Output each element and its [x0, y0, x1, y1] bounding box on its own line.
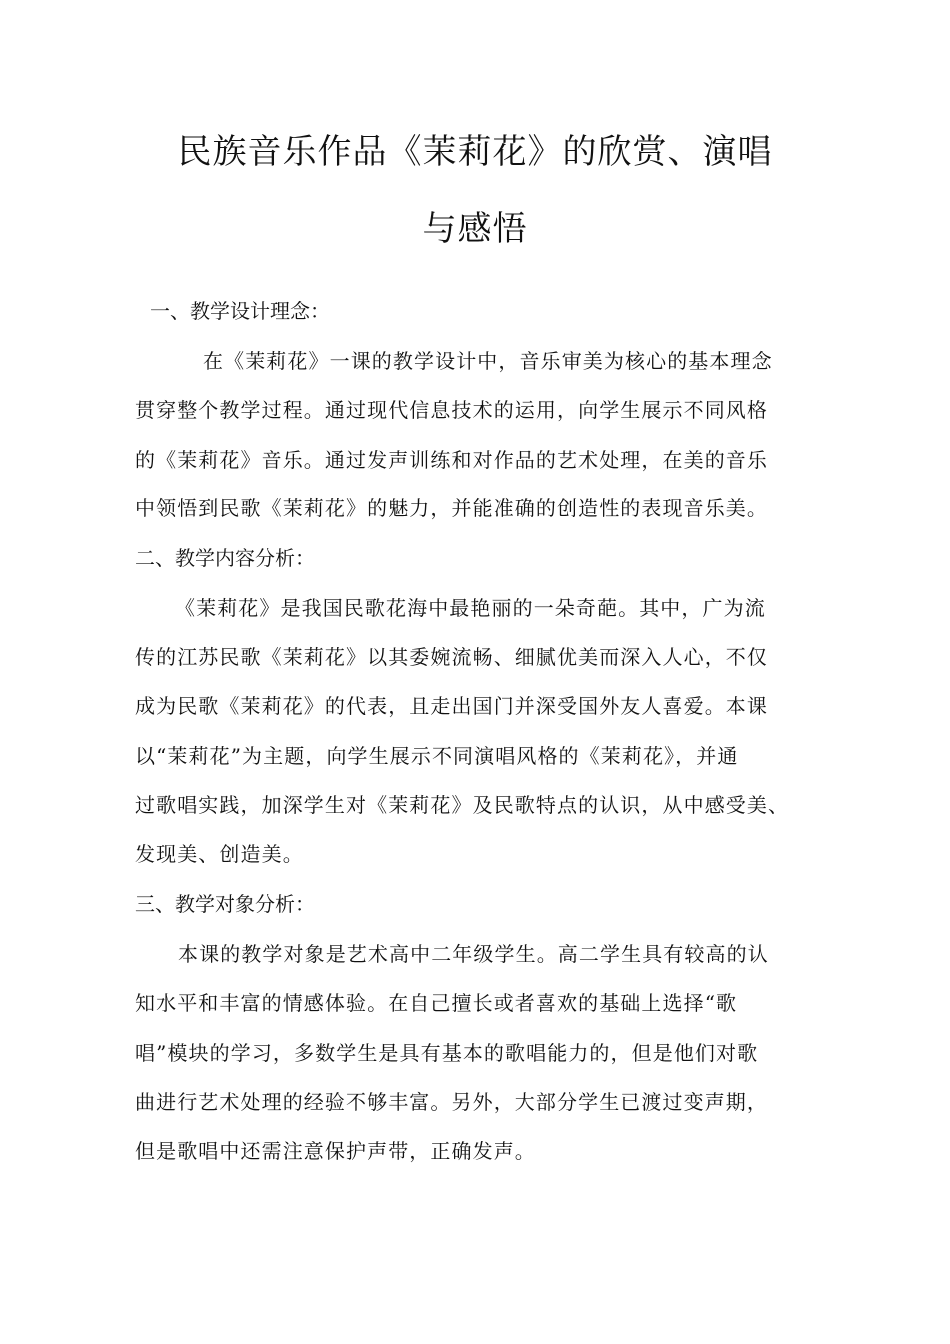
section-heading-design-concept: 一、教学设计理念：	[150, 299, 330, 323]
paragraph-line: 曲进行艺术处理的经验不够丰富。另外，大部分学生已渡过变声期，	[135, 1090, 768, 1114]
paragraph-line: 中领悟到民歌《茉莉花》的魅力，并能准确的创造性的表现音乐美。	[135, 496, 768, 520]
paragraph-line: 传的江苏民歌《茉莉花》以其委婉流畅、细腻优美而深入人心，不仅	[135, 645, 768, 669]
document-title-line-2: 与感悟	[422, 209, 528, 249]
section-heading-audience-analysis: 三、教学对象分析：	[135, 892, 315, 916]
paragraph-line: 成为民歌《茉莉花》的代表，且走出国门并深受国外友人喜爱。本课	[135, 694, 768, 718]
document-title-line-1: 民族音乐作品《茉莉花》的欣赏、演唱	[177, 132, 773, 172]
paragraph-line: 发现美、创造美。	[135, 842, 304, 866]
paragraph-line: 在《茉莉花》一课的教学设计中，音乐审美为核心的基本理念	[203, 349, 773, 373]
paragraph-line: 唱”模块的学习，多数学生是具有基本的歌唱能力的，但是他们对歌	[135, 1041, 759, 1065]
paragraph-line: 《茉莉花》是我国民歌花海中最艳丽的一朵奇葩。其中，广为流	[175, 596, 766, 620]
paragraph-line: 以“茉莉花”为主题，向学生展示不同演唱风格的《茉莉花》，并通	[135, 744, 739, 768]
paragraph-line: 本课的教学对象是艺术高中二年级学生。高二学生具有较高的认	[178, 942, 769, 966]
paragraph-line: 的《茉莉花》音乐。通过发声训练和对作品的艺术处理，在美的音乐	[135, 448, 768, 472]
paragraph-line: 过歌唱实践，加深学生对《茉莉花》及民歌特点的认识，从中感受美、	[135, 793, 790, 817]
paragraph-line: 贯穿整个教学过程。通过现代信息技术的运用，向学生展示不同风格	[135, 398, 768, 422]
paragraph-line: 但是歌唱中还需注意保护声带，正确发声。	[135, 1139, 536, 1163]
section-heading-content-analysis: 二、教学内容分析：	[135, 546, 315, 570]
paragraph-line: 知水平和丰富的情感体验。在自己擅长或者喜欢的基础上选择“歌	[135, 991, 738, 1015]
